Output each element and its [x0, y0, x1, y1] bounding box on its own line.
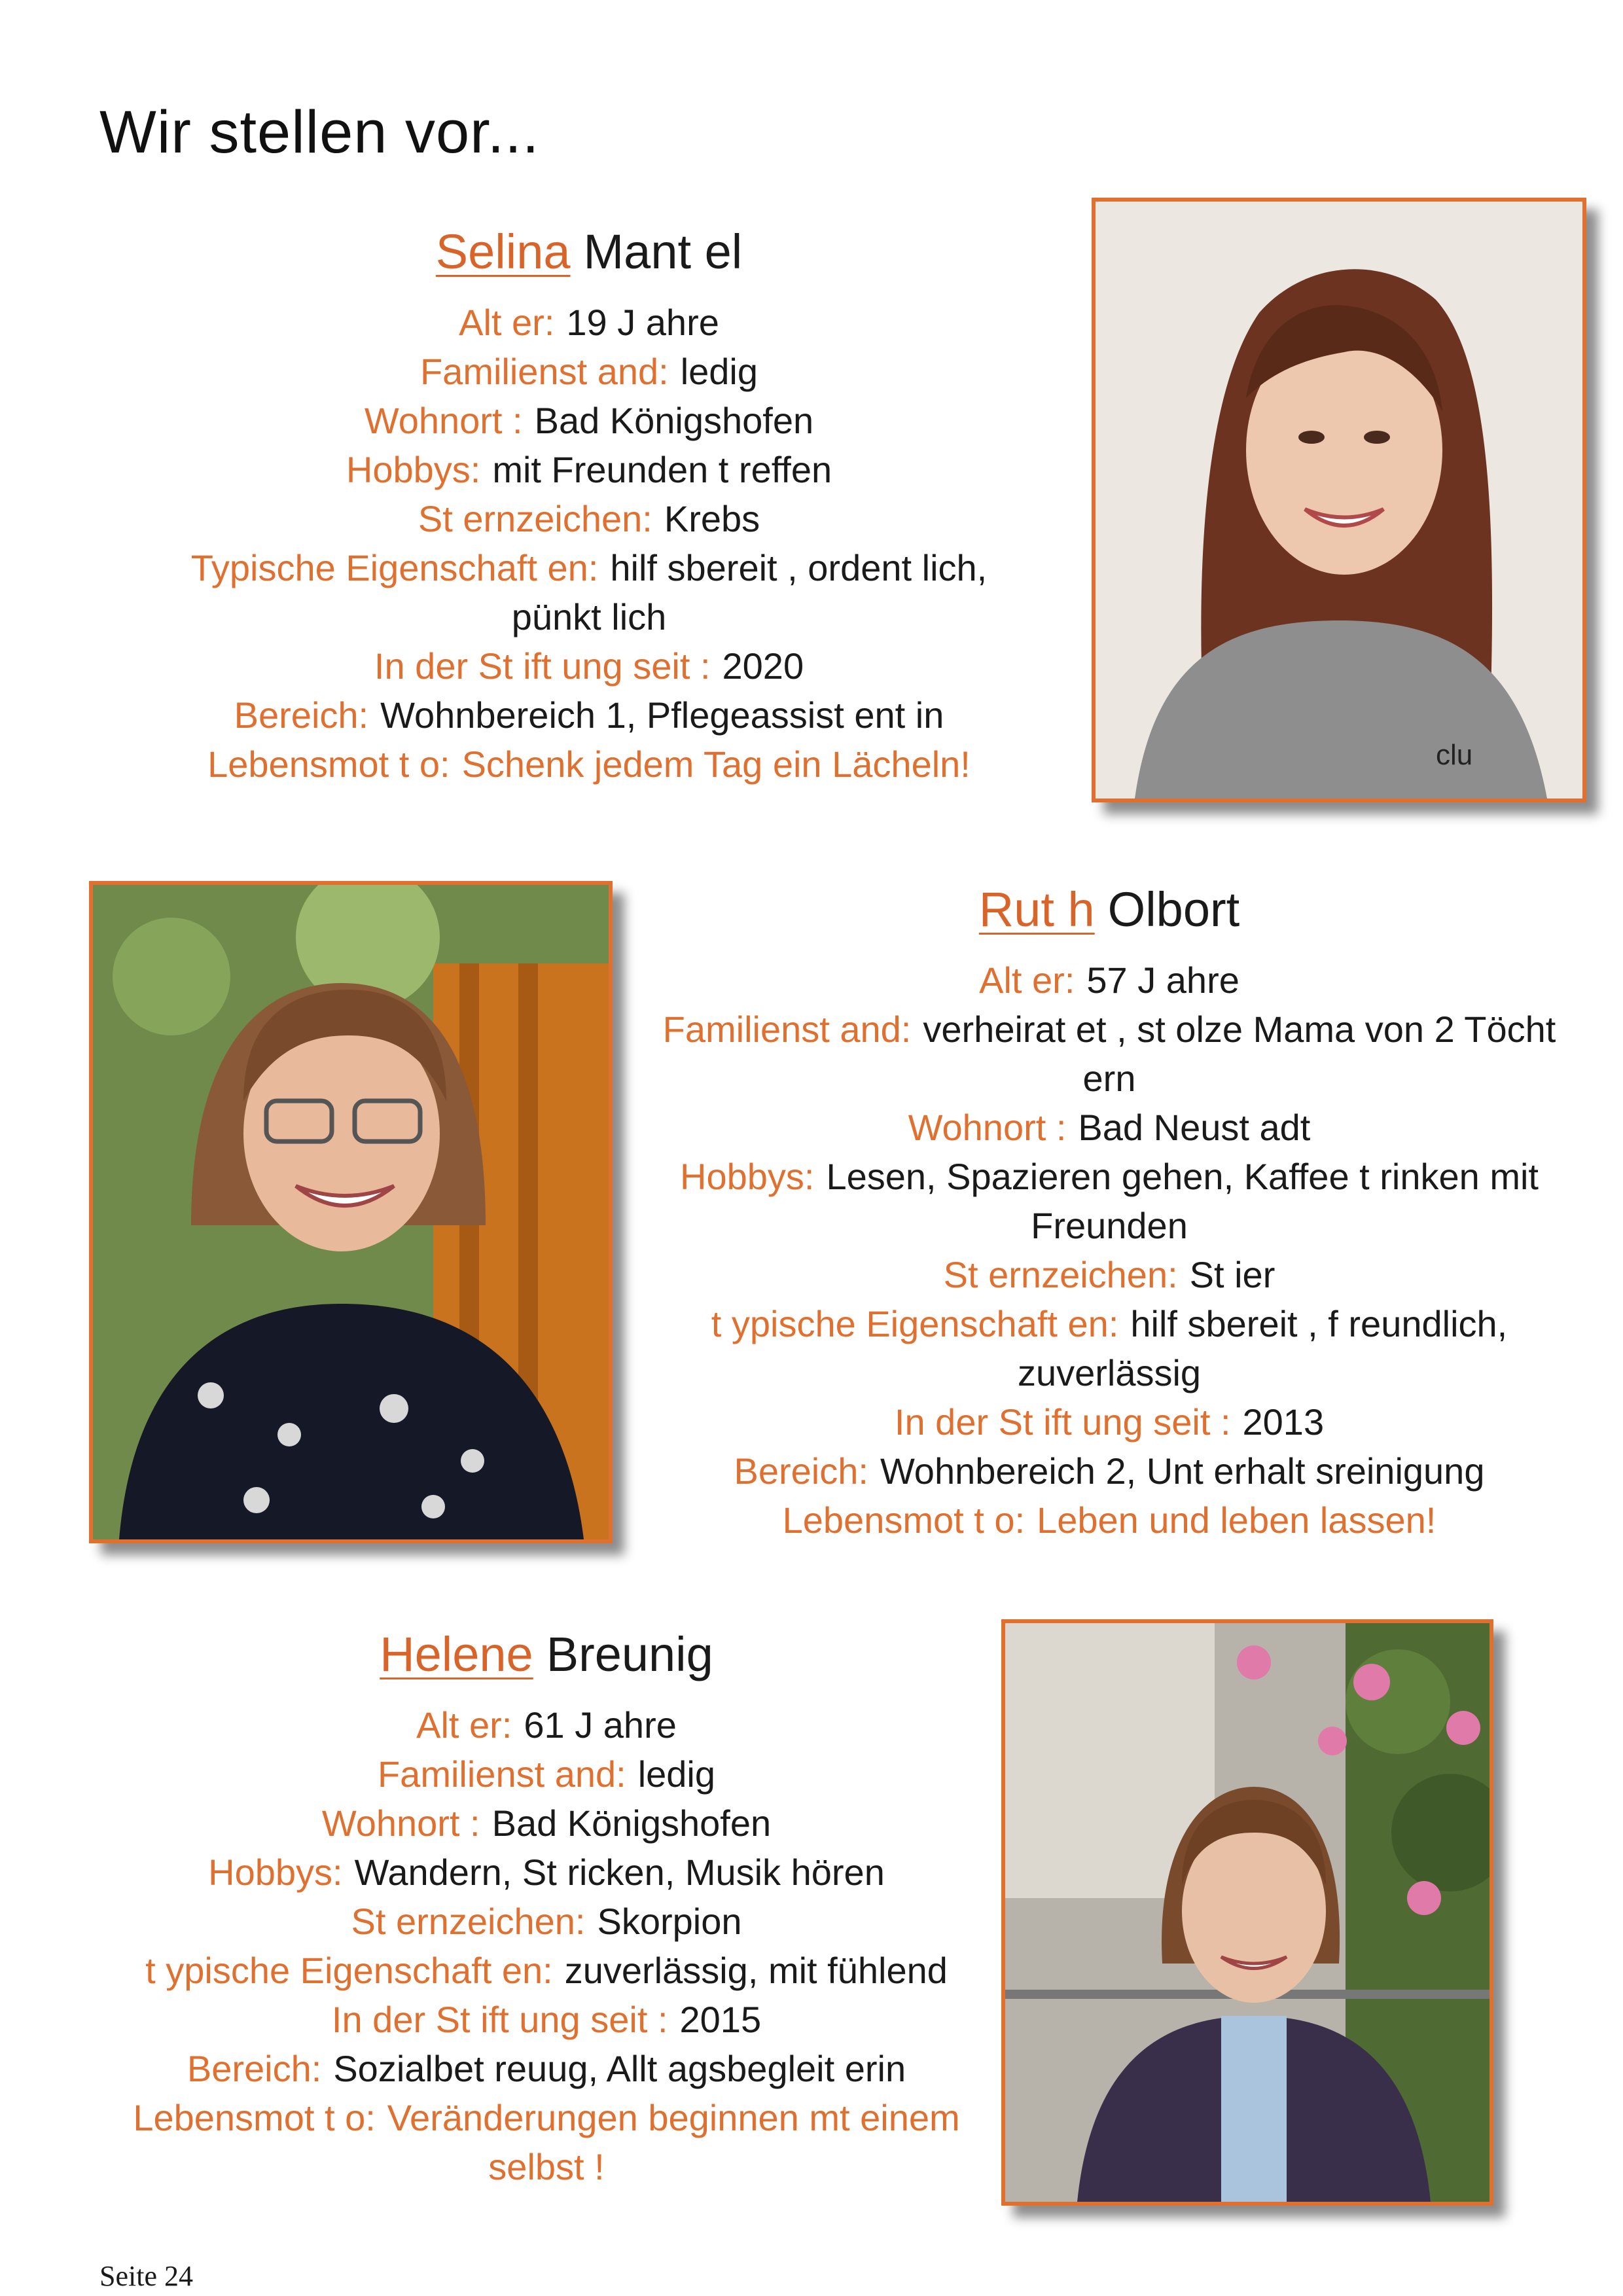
label: St ernzeichen: [418, 498, 652, 539]
row-motto [648, 1496, 1571, 1545]
photo-ruth [89, 881, 613, 1543]
value: zuverlässig, mit fühlend [564, 1950, 948, 1991]
row-department [151, 691, 1027, 740]
last-name: Olbort [1107, 882, 1240, 937]
label: Familienst and: [662, 1009, 912, 1050]
value: Skorpion [597, 1901, 742, 1942]
value: Bad Königshofen [534, 400, 814, 441]
row-age [151, 298, 1027, 347]
label: Bereich: [734, 1450, 868, 1492]
row-department [648, 1446, 1571, 1496]
row-since [151, 641, 1027, 691]
label: Alt er: [979, 960, 1075, 1001]
profile-name [151, 219, 1027, 285]
label: Wohnort : [321, 1803, 480, 1844]
value: Krebs [664, 498, 760, 539]
row-residence [648, 1103, 1571, 1152]
row-department [85, 2044, 1008, 2093]
value: hilf sbereit , ordent lich, pünkt lich [511, 547, 988, 637]
value: 2013 [1242, 1401, 1325, 1443]
portrait-image [1096, 202, 1582, 798]
value: Wohnbereich 2, Unt erhalt sreinigung [880, 1450, 1485, 1492]
label: In der St ift ung seit : [894, 1401, 1231, 1443]
profile-name [85, 1622, 1008, 1687]
label: Typische Eigenschaft en: [190, 547, 599, 588]
label: Wohnort : [364, 400, 523, 441]
row-motto [85, 2093, 1008, 2191]
value: Veränderungen beginnen mt einem selbst ! [387, 2097, 960, 2187]
label: Alt er: [416, 1704, 512, 1746]
value: 2020 [722, 645, 804, 687]
first-name: Selina [435, 224, 571, 279]
label: In der St ift ung seit : [331, 1999, 668, 2040]
value: 2015 [679, 1999, 762, 2040]
profile-helene [85, 1622, 1008, 2191]
portrait-image [93, 885, 609, 1539]
page-title: Wir stellen vor... [99, 99, 540, 166]
row-hobbies [85, 1848, 1008, 1897]
label: Familienst and: [419, 351, 669, 392]
value: 61 J ahre [524, 1704, 677, 1746]
value: Bad Königshofen [491, 1803, 772, 1844]
row-zodiac [85, 1897, 1008, 1946]
label: Bereich: [234, 694, 369, 736]
row-hobbies [648, 1152, 1571, 1250]
label: Hobbys: [208, 1852, 343, 1893]
page-number: Seite 24 [99, 2260, 193, 2292]
row-traits [85, 1946, 1008, 1995]
row-hobbies [151, 445, 1027, 494]
label: Hobbys: [680, 1156, 815, 1197]
last-name: Mant el [583, 224, 743, 279]
value: ledig [680, 351, 758, 392]
label: St ernzeichen: [943, 1254, 1178, 1295]
value: Bad Neust adt [1078, 1107, 1311, 1148]
row-marital-status [85, 1749, 1008, 1799]
row-age [648, 956, 1571, 1005]
label: In der St ift ung seit : [374, 645, 711, 687]
label: Lebensmot t o: [133, 2097, 376, 2138]
row-traits [151, 543, 1027, 641]
value: ledig [637, 1753, 716, 1795]
label: Lebensmot t o: [782, 1499, 1026, 1541]
value: Wandern, St ricken, Musik hören [354, 1852, 885, 1893]
last-name: Breunig [546, 1627, 713, 1681]
row-motto [151, 740, 1027, 789]
label: Bereich: [187, 2048, 322, 2089]
value: 19 J ahre [566, 302, 719, 343]
row-zodiac [648, 1250, 1571, 1299]
value: hilf sbereit , f reundlich, zuverlässig [1017, 1303, 1508, 1393]
portrait-image [1005, 1623, 1489, 2202]
label: St ernzeichen: [351, 1901, 586, 1942]
value: 57 J ahre [1086, 960, 1240, 1001]
first-name: Helene [380, 1627, 533, 1681]
profile-name [648, 877, 1571, 942]
value: mit Freunden t reffen [492, 449, 832, 490]
value: Leben und leben lassen! [1037, 1499, 1436, 1541]
row-age [85, 1700, 1008, 1749]
label: t ypische Eigenschaft en: [145, 1950, 553, 1991]
profile-ruth [648, 877, 1571, 1545]
row-residence [151, 396, 1027, 445]
first-name: Rut h [978, 882, 1095, 937]
label: Wohnort : [908, 1107, 1067, 1148]
row-residence [85, 1799, 1008, 1848]
label: t ypische Eigenschaft en: [711, 1303, 1119, 1344]
photo-helene [1001, 1619, 1493, 2206]
label: Familienst and: [377, 1753, 626, 1795]
label: Lebensmot t o: [207, 744, 450, 785]
svg-text:clu: clu [1436, 739, 1473, 771]
label: Hobbys: [346, 449, 481, 490]
value: Wohnbereich 1, Pflegeassist ent in [380, 694, 944, 736]
row-marital-status [648, 1005, 1571, 1103]
profile-selina [151, 219, 1027, 789]
row-since [85, 1995, 1008, 2044]
value: St ier [1189, 1254, 1275, 1295]
row-traits [648, 1299, 1571, 1397]
row-since [648, 1397, 1571, 1446]
label: Alt er: [459, 302, 555, 343]
value: verheirat et , st olze Mama von 2 Töcht ern [923, 1009, 1556, 1099]
value: Lesen, Spazieren gehen, Kaffee t rinken mit Freunden [826, 1156, 1539, 1246]
photo-selina [1092, 198, 1586, 802]
value: Schenk jedem Tag ein Lächeln! [461, 744, 971, 785]
row-marital-status [151, 347, 1027, 396]
row-zodiac [151, 494, 1027, 543]
value: Sozialbet reuug, Allt agsbegleit erin [333, 2048, 906, 2089]
